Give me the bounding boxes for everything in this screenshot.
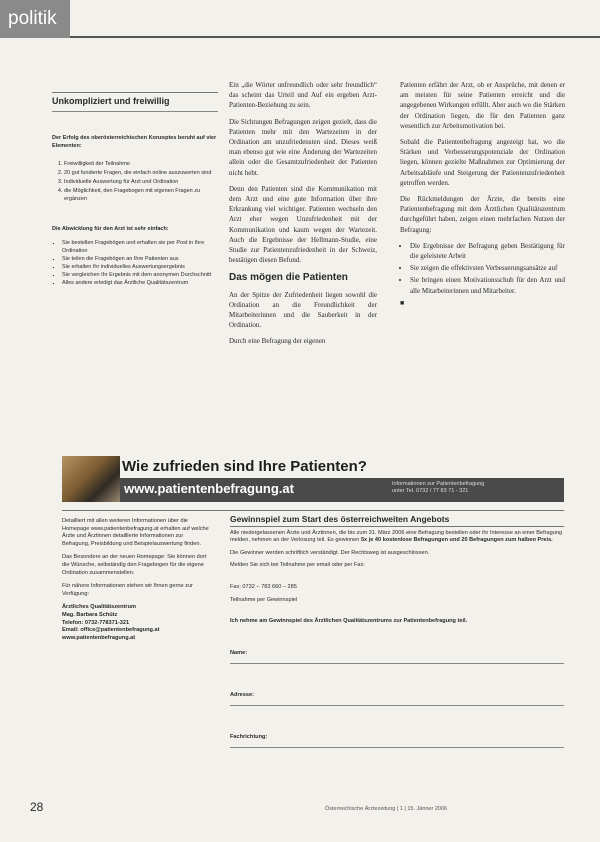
paragraph: Sobald die Patientenbefragung angezeigt hat, wo die Stärken und Verbesserungspotenziale der Ordination liegen, können gezielte Maßnahmen zur Optimierung der Arbeitsabläufe und Steigerung der Patientenzufriedenheit getroffen werden.	[400, 138, 565, 187]
contact-email-link[interactable]: Email: office@patientenbefragung.at	[62, 627, 160, 634]
list-item: • Sie bringen einen Motivationsschub für den Arzt und alle Mitarbeiterinnen und Mitarbeiter.	[410, 275, 565, 295]
section-tab	[0, 0, 70, 38]
paragraph: Melden Sie sich bei Teilnahme per email oder per Fax:	[230, 562, 365, 569]
paragraph: Die Rückmeldungen der Ärzte, die bereits eine Patientenbefragung mit dem Ärztlichen Qualitätszentrum durchgeführt haben, zeigen einen mehrfachen Nutzen der Befragung:	[400, 195, 565, 234]
banner-info-line: unter Tel. 0732 / 77 83 71 - 321	[392, 488, 469, 494]
contact-web-link[interactable]: www.patientenbefragung.at	[62, 634, 136, 641]
list-item: ▪ Alles andere erledigt das Ärztliche Qualitätszentrum	[62, 279, 218, 287]
divider	[62, 510, 564, 511]
article-column-2	[400, 80, 565, 308]
page-number: 28	[30, 800, 44, 814]
paragraph: Patienten erfährt der Arzt, ob er Ansprüche, mit denen er am meisten für seine Patienten erreicht und die angegebenen Wirkungen erfüllt. Aber auch wo die Stärken der Ordination liegen, die für den Patienten ganz wesentlich zur Arbeitsmotivation bei.	[400, 81, 565, 130]
list-item: ▪ Sie bestellen Fragebögen und erhalten sie per Post in Ihre Ordination	[62, 239, 218, 255]
list-item: 2. 20 gut fundierte Fragen, die einfach online auszuwerten sind	[64, 169, 218, 177]
paragraph: Ein „die Wörter unfreundlich oder sehr freundlich“ das scheint das Urteil und Auf ein ergeben Arzt-Patienten-Beziehung zu sein.	[229, 81, 377, 110]
banner-url-link[interactable]: www.patientenbefragung.at	[124, 481, 294, 496]
paragraph: Die Gewinner werden schriftlich verständigt. Der Rechtsweg ist ausgeschlossen.	[230, 549, 430, 556]
participation-statement: Ich nehme am Gewinnspiel des Ärztlichen Qualitätszentrums zur Patientenbefragung teil.	[230, 618, 468, 625]
paragraph	[230, 530, 564, 545]
list-item: 4. die Möglichkeit, den Fragebogen mit eigenen Fragen zu ergänzen	[64, 187, 218, 203]
footer-text: Österreichische Ärztezeitung | 1 | 15. Jänner 2006	[325, 806, 448, 812]
list-item: ▪ Sie vergleichen Ihr Ergebnis mit dem anonymen Durchschnitt	[62, 271, 218, 279]
sidebar-steps-list	[52, 239, 218, 287]
name-label: Name:	[230, 649, 248, 656]
contact-name: Mag. Barbara Schütz	[62, 611, 118, 618]
org-name: Ärztliches Qualitätszentrum	[62, 604, 136, 611]
tiger-image	[62, 456, 120, 502]
sidebar-subtitle-1: Der Erfolg des oberösterreichischen Konzeptes beruht auf vier Elementen:	[52, 135, 217, 149]
banner-headline: Wie zufrieden sind Ihre Patienten?	[122, 458, 367, 475]
paragraph: Das Besondere an der neuen Homepage: Sie können dort die Wünsche, selbständig den Fragebogen für die eigene Ordination zusammenstellen.	[62, 554, 207, 576]
fax-number: Fax: 0732 – 783 660 – 285	[230, 583, 297, 590]
paragraph: Denn den Patienten sind die Kommunikation mit dem Arzt und eine gute Information über ihre Erkrankung viel wichtiger. Patienten wechseln den Arzt eher wegen Unzufriedenheit mit der Kommunikation und kaum wegen der Wartezeit. Auch die Ergebnisse der Hellmann-Studie, eine Studie zur Patientenzufriedenheit in der Schweiz, bestätigen diesen Befund.	[229, 184, 377, 265]
list-item: ▪ Sie erhalten Ihr individuelles Auswertungsergebnis	[62, 263, 218, 271]
address-field[interactable]	[230, 692, 564, 706]
section-label: politik	[8, 8, 57, 29]
list-item: 3. Individuelle Auswertung für Arzt und Ordination	[64, 178, 218, 186]
contact-info	[62, 518, 212, 642]
paragraph: An der Spitze der Zufriedenheit liegen sowohl die Ordination an die Freundlichkeit der Mitarbeiterinnen und die Sauberkeit in der Ordination.	[229, 290, 377, 330]
specialty-input-line[interactable]	[230, 747, 564, 748]
list-item: • Sie zeigen die effektivsten Verbesserungsansätze auf	[410, 263, 565, 273]
paragraph: Die Sichtungen Befragungen zeigen gezielt, dass die Patienten mehr mit den Wartezeiten in der Ordination am unzufriedensten sind. Dieses weiß man ebenso gut wie eine Änderung der Wartezeiten allein oder die Gesamtzufriedenheit der Patienten nicht hebt.	[229, 117, 377, 177]
form-intro: Alle niedergelassenen Ärzte und Ärztinnen, die bis zum 31. März 2006 eine Befragung bestellen oder ihr Interesse an einer Befragung melden, nehmen an der Verlosung teil. Es gewinnen	[230, 529, 563, 544]
paragraph: Durch eine Befragung der eigenen	[229, 337, 326, 346]
list-item: ▪ Sie teilen die Fragebögen an Ihre Patienten aus	[62, 255, 218, 263]
sidebar-title: Unkompliziert und freiwillig	[52, 93, 218, 112]
section-heading: Das mögen die Patienten	[229, 272, 348, 284]
fax-note: Teilnahme per Gewinnspiel	[230, 596, 298, 603]
banner-info	[392, 481, 484, 495]
address-label: Adresse:	[230, 691, 254, 698]
header-rule	[70, 36, 600, 38]
specialty-field[interactable]	[230, 734, 564, 748]
article-column-1	[229, 80, 377, 353]
paragraph: Für nähere Informationen stehen wir Ihnen gerne zur Verfügung:	[62, 583, 193, 597]
end-mark: ■	[400, 298, 405, 307]
paragraph: Detailliert mit allen weiteren Informationen über die Homepage www.patientenbefragung.at erhalten auf welche Ärzte und Ärztinnen detaillierte Informationen zur Befragung, Preisbildung und Beispielauswertung finden.	[62, 518, 209, 547]
banner-info-line: Informationen zur Patientenbefragung	[392, 481, 485, 487]
info-sidebar	[52, 92, 218, 465]
form-prize: 5x je 40 kostenlose Befragungen und 20 Befragungen zum halben Preis.	[360, 537, 553, 544]
contact-phone: Telefon: 0732-778371-321	[62, 619, 130, 626]
address-input-line[interactable]	[230, 705, 564, 706]
form-title: Gewinnspiel zum Start des österreichweiten Angebots	[230, 516, 564, 527]
name-input-line[interactable]	[230, 663, 564, 664]
name-field[interactable]	[230, 650, 564, 664]
promo-banner	[62, 456, 564, 506]
contest-form	[230, 516, 564, 748]
list-item: 1. Freiwilligkeit der Teilnahme	[64, 160, 218, 168]
benefits-list	[400, 241, 565, 296]
list-item: • Die Ergebnisse der Befragung geben Bestätigung für die geleistete Arbeit	[410, 241, 565, 261]
sidebar-subtitle-2: Die Abwicklung für den Arzt ist sehr einfach:	[52, 226, 169, 232]
specialty-label: Fachrichtung:	[230, 733, 268, 740]
sidebar-elements-list	[52, 160, 218, 203]
